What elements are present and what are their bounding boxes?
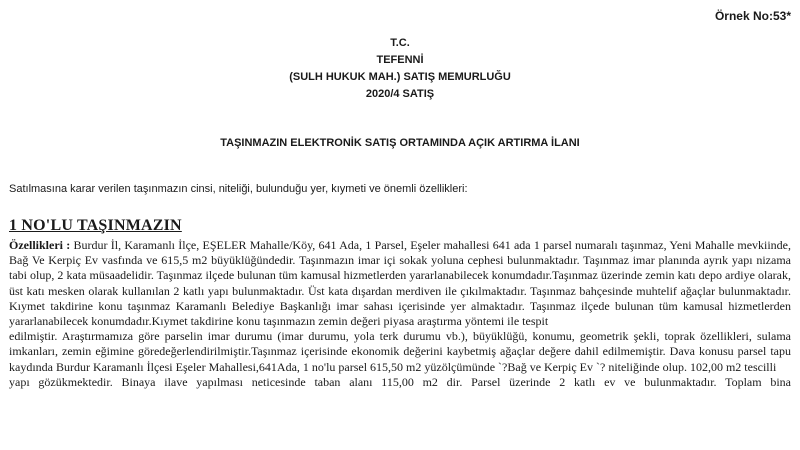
paragraph-3: yapı gözükmektedir. Binaya ilave yapılması neticesinde taban alanı 115,00 m2 dir. Parsel üzerinde 2 katlı ev ve bulunmaktadır. Toplam bina	[9, 374, 791, 389]
features-label: Özellikleri :	[9, 238, 71, 252]
notice-title: TAŞINMAZIN ELEKTRONİK SATIŞ ORTAMINDA AÇIK ARTIRMA İLANI	[220, 137, 580, 149]
intro-text: Satılmasına karar verilen taşınmazın cinsi, niteliği, bulunduğu yer, kıymeti ve önemli özellikleri:	[9, 183, 468, 195]
document-header	[0, 35, 800, 103]
paragraph-2: edilmiştir. Araştırmamıza göre parselin imar durumu (imar durumu, yola terk durumu vb.), büyüklüğü, konumu, geometrik şekli, toprak özellikleri, sulama imkanları, zemin eğimine göredeğerlendirilmiştir.Taşınmaz içerisinde ekonomik değerini kaybetmiş ağaçlar değere dahil edilmemiştir. Dava konusu parsel tapu kaydında Burdur Karamanlı İlçesi Eşeler Mahallesi,641Ada, 1 no'lu parsel 615,50 m2 yüzölçümünde `?Bağ ve Kerpiç Ev `? niteliğinde olup. 102,00 m2 tescilli	[9, 329, 791, 374]
section-heading: 1 NO'LU TAŞINMAZIN	[9, 217, 182, 234]
paragraph-features	[9, 238, 791, 329]
header-office: (SULH HUKUK MAH.) SATIŞ MEMURLUĞU	[289, 71, 511, 83]
paragraph-1-text: Burdur İl, Karamanlı İlçe, EŞELER Mahalle/Köy, 641 Ada, 1 Parsel, Eşeler mahallesi 641 ada 1 parsel numaralı taşınmaz, Yeni Mahalle mevkiinde, Bağ Ve Kerpiç Ev vasfında ve 615,5 m2 büyüklüğündedir. Taşınmazın imar içi sokak yoluna cephesi bulunmaktadır. Taşınmaz imar planında ayrık yapı nizama tabi olup, 2 kata müsaadelidir. Taşınmaz ilçede bulunan tüm kamusal hizmetlerden yararlanabilecek konumdadır.Taşınmaz üzerinde zemin katı depo ardiye olarak, üst katı mesken olarak kullanılan 2 katlı yapı bulunmaktadır. Üst kata dışardan merdiven ile çıkılmaktadır. Taşınmaz bahçesinde muhtelif ağaçlar bulunmaktadır. Kıymet takdirine konu taşınmaz Karamanlı Belediye Başkanlığı imar sahası içerisinde yer almaktadır. Taşınmaz ilçede bulunan tüm kamusal hizmetlerden yararlanabilecek konumdadır.Kıymet takdirine konu taşınmazın zemin değeri piyasa araştırma yöntemi ile tespit	[9, 238, 792, 329]
header-district: TEFENNİ	[376, 54, 424, 66]
header-file-number: 2020/4 SATIŞ	[365, 88, 435, 100]
property-description	[9, 238, 791, 390]
header-country: T.C.	[390, 37, 410, 49]
sample-number: Örnek No:53*	[714, 9, 791, 23]
